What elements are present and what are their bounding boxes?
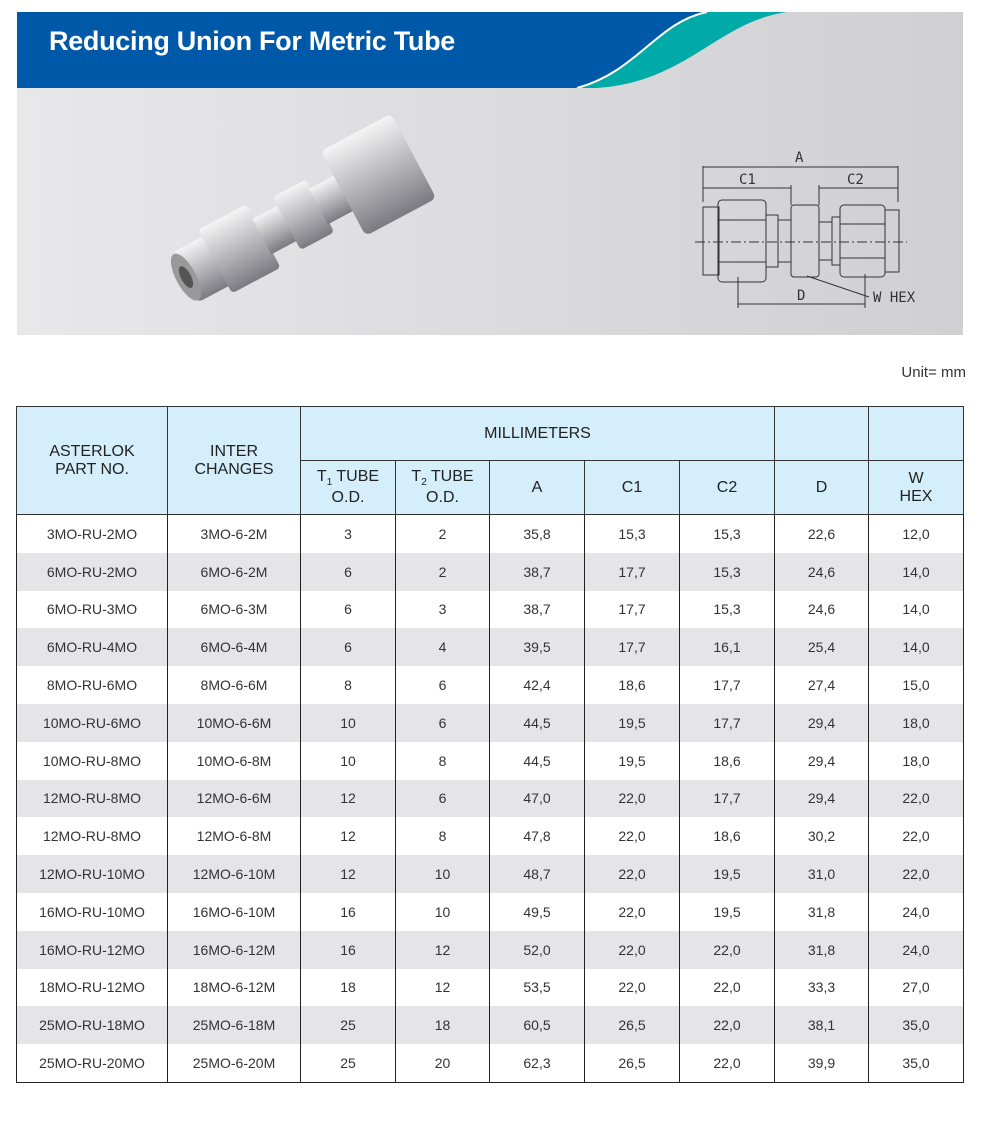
cell-part-no: 16MO-RU-12MO	[17, 931, 168, 969]
table-row	[17, 1006, 964, 1044]
cell-d: 24,6	[775, 591, 869, 629]
cell-a: 44,5	[490, 704, 585, 742]
header-blank	[869, 407, 964, 461]
cell-d: 30,2	[775, 817, 869, 855]
cell-c2: 18,6	[680, 817, 775, 855]
cell-c2: 17,7	[680, 704, 775, 742]
cell-a: 60,5	[490, 1006, 585, 1044]
cell-w-hex: 14,0	[869, 628, 964, 666]
cell-t2-tube-od: 20	[396, 1044, 490, 1082]
cell-t1-tube-od: 3	[301, 515, 396, 553]
cell-inter-changes: 12MO-6-10M	[168, 855, 301, 893]
product-hero	[17, 12, 963, 335]
cell-c1: 22,0	[585, 931, 680, 969]
cell-a: 53,5	[490, 969, 585, 1007]
header-c1: C1	[585, 461, 680, 515]
cell-w-hex: 27,0	[869, 969, 964, 1007]
cell-w-hex: 22,0	[869, 817, 964, 855]
cell-t2-tube-od: 6	[396, 780, 490, 818]
cell-inter-changes: 6MO-6-3M	[168, 591, 301, 629]
cell-w-hex: 15,0	[869, 666, 964, 704]
header-t2-tube-od: $T_2$ TUBE O.D.	[396, 461, 490, 515]
cell-c2: 19,5	[680, 893, 775, 931]
cell-t2-tube-od: 6	[396, 704, 490, 742]
cell-inter-changes: 12MO-6-6M	[168, 780, 301, 818]
dim-label-a: A	[795, 150, 804, 166]
cell-inter-changes: 16MO-6-12M	[168, 931, 301, 969]
cell-inter-changes: 18MO-6-12M	[168, 969, 301, 1007]
table-row	[17, 969, 964, 1007]
header-part-no: ASTERLOK PART NO.	[17, 407, 168, 515]
table-row	[17, 628, 964, 666]
cell-c1: 17,7	[585, 553, 680, 591]
cell-t1-tube-od: 12	[301, 817, 396, 855]
cell-c1: 15,3	[585, 515, 680, 553]
cell-t1-tube-od: 12	[301, 780, 396, 818]
cell-t1-tube-od: 6	[301, 591, 396, 629]
cell-part-no: 6MO-RU-2MO	[17, 553, 168, 591]
cell-c1: 22,0	[585, 893, 680, 931]
cell-w-hex: 18,0	[869, 742, 964, 780]
cell-c2: 15,3	[680, 515, 775, 553]
header-blank	[775, 407, 869, 461]
cell-t2-tube-od: 8	[396, 817, 490, 855]
cell-t2-tube-od: 12	[396, 931, 490, 969]
table-row	[17, 666, 964, 704]
dimensions-table	[16, 406, 964, 1083]
cell-t1-tube-od: 10	[301, 742, 396, 780]
table-row	[17, 1044, 964, 1082]
cell-inter-changes: 3MO-6-2M	[168, 515, 301, 553]
cell-inter-changes: 6MO-6-2M	[168, 553, 301, 591]
table-row	[17, 855, 964, 893]
cell-c2: 16,1	[680, 628, 775, 666]
cell-t2-tube-od: 3	[396, 591, 490, 629]
header-t1-tube-od: $T_1$ TUBE O.D.	[301, 461, 396, 515]
cell-t2-tube-od: 6	[396, 666, 490, 704]
page-title: Reducing Union For Metric Tube	[49, 26, 455, 56]
cell-a: 35,8	[490, 515, 585, 553]
cell-part-no: 12MO-RU-8MO	[17, 817, 168, 855]
cell-inter-changes: 25MO-6-20M	[168, 1044, 301, 1082]
cell-w-hex: 12,0	[869, 515, 964, 553]
table-row	[17, 931, 964, 969]
cell-c2: 15,3	[680, 553, 775, 591]
cell-a: 44,5	[490, 742, 585, 780]
cell-part-no: 16MO-RU-10MO	[17, 893, 168, 931]
cell-t2-tube-od: 10	[396, 855, 490, 893]
cell-inter-changes: 16MO-6-10M	[168, 893, 301, 931]
cell-c1: 19,5	[585, 704, 680, 742]
cell-a: 62,3	[490, 1044, 585, 1082]
cell-t2-tube-od: 2	[396, 515, 490, 553]
cell-c1: 17,7	[585, 591, 680, 629]
cell-d: 27,4	[775, 666, 869, 704]
header-inter-changes: INTER CHANGES	[168, 407, 301, 515]
cell-w-hex: 24,0	[869, 893, 964, 931]
cell-d: 31,0	[775, 855, 869, 893]
header-c2: C2	[680, 461, 775, 515]
cell-t2-tube-od: 2	[396, 553, 490, 591]
header-millimeters: MILLIMETERS	[301, 407, 775, 461]
cell-c2: 22,0	[680, 1006, 775, 1044]
dim-label-c2: C2	[847, 172, 864, 188]
cell-part-no: 12MO-RU-10MO	[17, 855, 168, 893]
unit-label: Unit= mm	[901, 364, 966, 381]
cell-a: 47,0	[490, 780, 585, 818]
cell-part-no: 3MO-RU-2MO	[17, 515, 168, 553]
cell-w-hex: 22,0	[869, 855, 964, 893]
cell-a: 38,7	[490, 553, 585, 591]
header-a: A	[490, 461, 585, 515]
cell-d: 24,6	[775, 553, 869, 591]
cell-t1-tube-od: 10	[301, 704, 396, 742]
cell-t2-tube-od: 12	[396, 969, 490, 1007]
cell-t1-tube-od: 16	[301, 931, 396, 969]
table-row	[17, 893, 964, 931]
cell-c1: 18,6	[585, 666, 680, 704]
cell-part-no: 25MO-RU-20MO	[17, 1044, 168, 1082]
cell-inter-changes: 8MO-6-6M	[168, 666, 301, 704]
cell-t1-tube-od: 6	[301, 553, 396, 591]
cell-part-no: 6MO-RU-3MO	[17, 591, 168, 629]
dim-label-c1: C1	[739, 172, 756, 188]
cell-d: 25,4	[775, 628, 869, 666]
product-photo	[147, 107, 457, 317]
cell-d: 22,6	[775, 515, 869, 553]
cell-d: 39,9	[775, 1044, 869, 1082]
dim-label-w-hex: W HEX	[873, 290, 916, 306]
cell-c1: 22,0	[585, 855, 680, 893]
cell-d: 29,4	[775, 704, 869, 742]
cell-t2-tube-od: 18	[396, 1006, 490, 1044]
table-row	[17, 591, 964, 629]
cell-c1: 26,5	[585, 1044, 680, 1082]
cell-d: 31,8	[775, 931, 869, 969]
cell-t2-tube-od: 10	[396, 893, 490, 931]
cell-a: 38,7	[490, 591, 585, 629]
cell-t1-tube-od: 25	[301, 1044, 396, 1082]
cell-t1-tube-od: 16	[301, 893, 396, 931]
cell-w-hex: 22,0	[869, 780, 964, 818]
cell-d: 31,8	[775, 893, 869, 931]
cell-t2-tube-od: 8	[396, 742, 490, 780]
cell-w-hex: 14,0	[869, 591, 964, 629]
cell-t1-tube-od: 6	[301, 628, 396, 666]
cell-c2: 17,7	[680, 780, 775, 818]
cell-w-hex: 24,0	[869, 931, 964, 969]
cell-t1-tube-od: 25	[301, 1006, 396, 1044]
cell-a: 47,8	[490, 817, 585, 855]
cell-c2: 17,7	[680, 666, 775, 704]
cell-c2: 15,3	[680, 591, 775, 629]
cell-part-no: 25MO-RU-18MO	[17, 1006, 168, 1044]
cell-t1-tube-od: 18	[301, 969, 396, 1007]
cell-a: 39,5	[490, 628, 585, 666]
cell-d: 29,4	[775, 780, 869, 818]
cell-inter-changes: 10MO-6-8M	[168, 742, 301, 780]
cell-d: 38,1	[775, 1006, 869, 1044]
cell-d: 29,4	[775, 742, 869, 780]
cell-part-no: 6MO-RU-4MO	[17, 628, 168, 666]
cell-c1: 22,0	[585, 817, 680, 855]
cell-c2: 22,0	[680, 969, 775, 1007]
cell-part-no: 18MO-RU-12MO	[17, 969, 168, 1007]
table-row	[17, 817, 964, 855]
cell-inter-changes: 10MO-6-6M	[168, 704, 301, 742]
cell-c1: 22,0	[585, 780, 680, 818]
cell-t1-tube-od: 12	[301, 855, 396, 893]
cell-t1-tube-od: 8	[301, 666, 396, 704]
cell-c1: 22,0	[585, 969, 680, 1007]
header-w-hex: W HEX	[869, 461, 964, 515]
cell-part-no: 10MO-RU-8MO	[17, 742, 168, 780]
table-row	[17, 553, 964, 591]
cell-a: 49,5	[490, 893, 585, 931]
cell-d: 33,3	[775, 969, 869, 1007]
cell-inter-changes: 12MO-6-8M	[168, 817, 301, 855]
cell-part-no: 10MO-RU-6MO	[17, 704, 168, 742]
cell-a: 48,7	[490, 855, 585, 893]
cell-a: 52,0	[490, 931, 585, 969]
table-row	[17, 515, 964, 553]
cell-w-hex: 18,0	[869, 704, 964, 742]
cell-c2: 18,6	[680, 742, 775, 780]
cell-c2: 19,5	[680, 855, 775, 893]
header-d: D	[775, 461, 869, 515]
cell-c2: 22,0	[680, 931, 775, 969]
cell-t2-tube-od: 4	[396, 628, 490, 666]
table-row	[17, 704, 964, 742]
table-row	[17, 780, 964, 818]
cell-part-no: 8MO-RU-6MO	[17, 666, 168, 704]
dimension-diagram	[677, 142, 957, 322]
cell-inter-changes: 6MO-6-4M	[168, 628, 301, 666]
dim-label-d: D	[797, 288, 806, 304]
cell-c2: 22,0	[680, 1044, 775, 1082]
cell-inter-changes: 25MO-6-18M	[168, 1006, 301, 1044]
cell-c1: 26,5	[585, 1006, 680, 1044]
cell-w-hex: 35,0	[869, 1006, 964, 1044]
table-row	[17, 742, 964, 780]
cell-c1: 17,7	[585, 628, 680, 666]
cell-a: 42,4	[490, 666, 585, 704]
cell-w-hex: 14,0	[869, 553, 964, 591]
cell-c1: 19,5	[585, 742, 680, 780]
cell-part-no: 12MO-RU-8MO	[17, 780, 168, 818]
cell-w-hex: 35,0	[869, 1044, 964, 1082]
